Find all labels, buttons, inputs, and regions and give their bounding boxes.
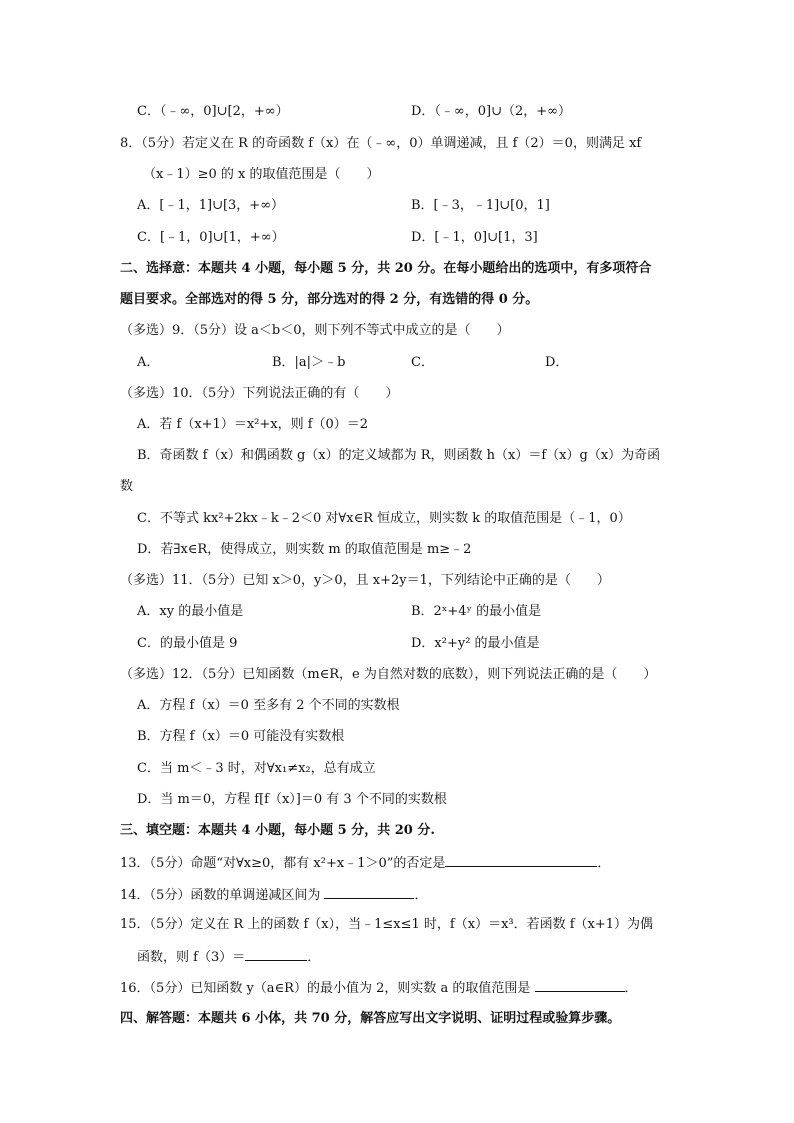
q7-option-d: D．（﹣∞，0]∪（2，+∞）	[411, 104, 571, 119]
q8-option-d: D．[﹣1，0]∪[1，3]	[411, 230, 538, 245]
q13-line	[120, 854, 610, 872]
q16-line	[120, 979, 638, 997]
q16-answer-blank	[535, 979, 625, 992]
q8-stem-line2: （x﹣1）≥0 的 x 的取值范围是（ ）	[143, 167, 380, 182]
section-4-heading: 四、解答题：本题共 6 小体，共 70 分，解答应写出文字说明、证明过程或验算步骤。	[120, 1011, 621, 1026]
q12-stem: （多选）12．（5分）已知函数（m∈R，e 为自然对数的底数），则下列说法正确的是（ ）	[120, 667, 657, 682]
q7-option-c: C．（﹣∞，0]∪[2，+∞）	[137, 104, 289, 119]
q11-option-a: A．xy 的最小值是	[137, 604, 244, 619]
q8-option-a: A．[﹣1，1]∪[3，+∞）	[137, 198, 285, 213]
q9-stem: （多选）9．（5分）设 a＜b＜0，则下列不等式中成立的是（ ）	[120, 323, 510, 338]
q9-option-b: B．|a|＞﹣b	[272, 355, 346, 370]
q10-option-a: A．若 f（x+1）＝x²+x，则 f（0）＝2	[137, 417, 369, 432]
q8-option-b: B．[﹣3，﹣1]∪[0，1]	[411, 198, 550, 213]
q15-period: ．	[307, 950, 321, 965]
q9-option-c: C．	[411, 355, 434, 370]
q15-line2	[137, 948, 320, 966]
q14-text: 14．（5分）函数的单调递减区间为	[120, 888, 325, 903]
q10-option-b-line1: B．奇函数 f（x）和偶函数 g（x）的定义域都为 R，则函数 h（x）＝f（x）g（x）为奇函	[137, 448, 661, 463]
q15-text: 函数，则 f（3）＝	[137, 950, 246, 965]
q11-stem: （多选）11．（5分）已知 x＞0，y＞0，且 x+2y＝1，下列结论中正确的是（ ）	[120, 573, 610, 588]
q13-answer-blank	[445, 854, 597, 867]
q14-period: ．	[414, 888, 428, 903]
q13-text: 13．（5分）命题“对∀x≥0，都有 x²+x﹣1＞0”的否定是	[120, 856, 446, 871]
q12-option-b: B．方程 f（x）＝0 可能没有实数根	[137, 729, 345, 744]
q9-option-d: D．	[545, 355, 569, 370]
section-2-heading-line2: 题目要求。全部选对的得 5 分，部分选对的得 2 分，有选错的得 0 分。	[120, 292, 539, 307]
q11-option-d: D．x²+y² 的最小值是	[411, 636, 540, 651]
q11-option-b: B．2ˣ+4ʸ 的最小值是	[411, 604, 542, 619]
q8-option-c: C．[﹣1，0]∪[1，+∞）	[137, 230, 285, 245]
q12-option-a: A．方程 f（x）＝0 至多有 2 个不同的实数根	[137, 698, 400, 713]
q10-option-c: C．不等式 kx²+2kx﹣k﹣2＜0 对∀x∈R 恒成立，则实数 k 的取值范围是（﹣1，0）	[137, 511, 631, 526]
q15-line1: 15．（5分）定义在 R 上的函数 f（x），当﹣1≤x≤1 时，f（x）＝x³．若函数 f（x+1）为偶	[120, 917, 654, 932]
section-2-heading-line1: 二、选择意：本题共 4 小题，每小题 5 分，共 20 分。在每小题给出的选项中，有多项符合	[120, 261, 652, 276]
q10-stem: （多选）10．（5分）下列说法正确的有（ ）	[120, 386, 399, 401]
q16-text: 16．（5分）已知函数 y（a∈R）的最小值为 2，则实数 a 的取值范围是	[120, 981, 535, 996]
q13-period: ．	[597, 856, 611, 871]
q14-line	[120, 886, 427, 904]
q14-answer-blank	[324, 886, 414, 899]
q16-period: ．	[624, 981, 638, 996]
q15-answer-blank	[245, 948, 307, 961]
section-3-heading: 三、填空题：本题共 4 小题，每小题 5 分，共 20 分.	[120, 823, 435, 838]
q10-option-b-line2: 数	[120, 479, 134, 494]
q8-stem-line1: 8．（5分）若定义在 R 的奇函数 f（x）在（﹣∞，0）单调递减，且 f（2）＝0，则满足 xf	[120, 136, 642, 151]
q10-option-d: D．若∃x∈R，使得成立，则实数 m 的取值范围是 m≥﹣2	[137, 542, 472, 557]
q12-option-c: C．当 m＜﹣3 时，对∀x₁≠x₂，总有成立	[137, 761, 376, 776]
q9-option-a: A．	[137, 355, 160, 370]
q11-option-c: C．的最小值是 9	[137, 636, 238, 651]
q12-option-d: D．当 m＝0，方程 f[f（x）]＝0 有 3 个不同的实数根	[137, 792, 447, 807]
